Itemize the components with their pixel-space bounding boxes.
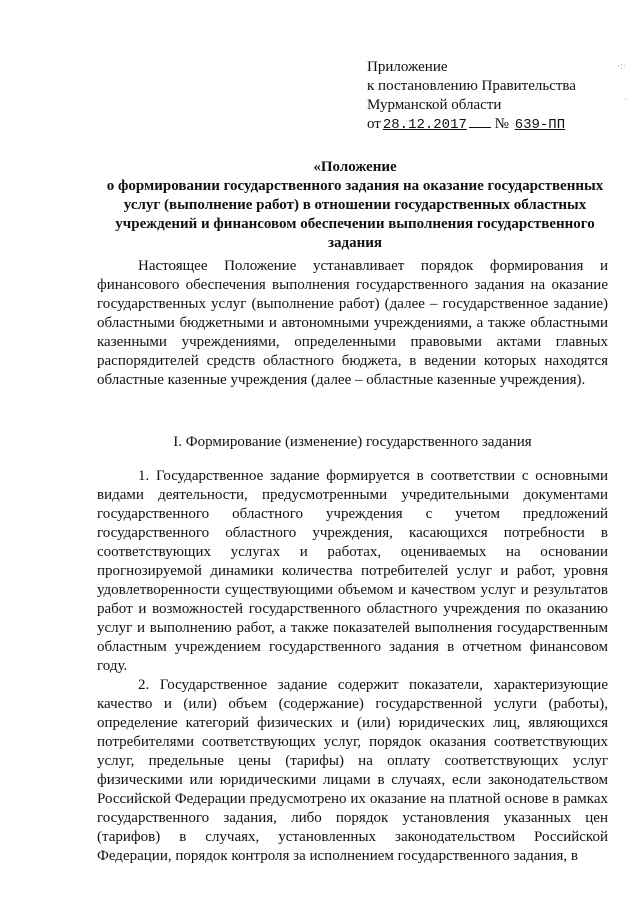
appendix-line-2: к постановлению Правительства xyxy=(367,78,576,94)
title-line-1: «Положение xyxy=(313,159,397,175)
title-line-2: о формировании государственного задания на оказание государственных xyxy=(106,178,604,194)
intro-section xyxy=(97,257,608,390)
appendix-line-3: Мурманской области xyxy=(367,97,502,113)
margin-mark: ·:· xyxy=(617,62,626,72)
item-1-paragraph: 1. Государственное задание формируется в соответствии с основными видами деятельности, предусмотренными учредительными документами государственного областного учреждения с учетом предложений государственного областного учреждения, касающихся потребности в соответствующих услугах и работах, оцениваемых на основании прогнозируемой динамики количества потребителей услуг и работ, уровня удовлетворенности существующими объемом и качеством услуг и результатов работ и возможностей государственного областного учреждения по оказанию услуг и выполнению работ, а также показателей выполнения государственным областным учреждением государственного задания в отчетном финансовом году. xyxy=(97,468,608,674)
date-value: 28.12.2017 xyxy=(382,117,467,133)
title-line-5: задания xyxy=(327,235,383,251)
document-title xyxy=(95,158,615,253)
appendix-header xyxy=(367,58,576,135)
section-1-heading: I. Формирование (изменение) государственного задания xyxy=(173,434,532,450)
margin-mark: · xyxy=(624,95,627,105)
date-prefix: от xyxy=(367,116,381,132)
date-underline xyxy=(469,115,491,128)
appendix-line-1: Приложение xyxy=(367,59,448,75)
section-1-body xyxy=(97,467,608,866)
intro-paragraph: Настоящее Положение устанавливает порядок формирования и финансового обеспечения выполнения государственного задания на оказание государственных услуг (выполнение работ) (далее – государственное задание) областными бюджетными и автономными учреждениями, а также областными казенными учреждениями, определенными правовыми актами главных распорядителей средств областного бюджета, в ведении которых находятся областные казенные учреждения (далее – областные казенные учреждения). xyxy=(97,258,608,388)
date-number-line xyxy=(367,115,576,135)
number-prefix: № xyxy=(494,116,509,132)
number-value: 639-ПП xyxy=(514,117,566,133)
title-line-3: услуг (выполнение работ) в отношении государственных областных xyxy=(123,197,587,213)
title-line-4: учреждений и финансовом обеспечении выполнения государственного xyxy=(115,216,595,232)
item-2-paragraph: 2. Государственное задание содержит показатели, характеризующие качество и (или) объем (содержание) государственной услуги (работы), определение категорий физических и (или) юридических лиц, являющихся потребителями соответствующих услуг, порядок оказания соответствующих услуг, предельные цены (тарифы) на оплату соответствующих услуг физическими или юридическими лицами в случаях, если законодательством Российской Федерации предусмотрено их оказание на платной основе в рамках государственного задания, либо порядок установления указанных цен (тарифов) в случаях, установленных законодательством Российской Федерации, порядок контроля за исполнением государственного задания, в xyxy=(97,677,608,864)
